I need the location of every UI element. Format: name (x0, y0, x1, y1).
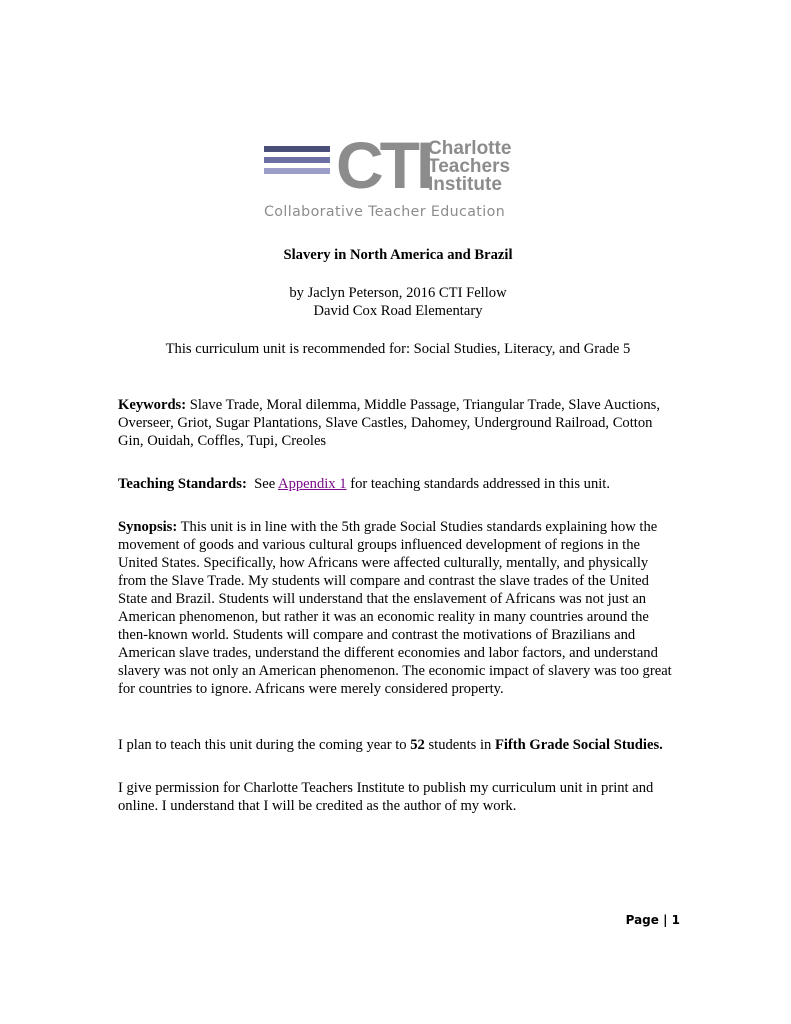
plan-paragraph (118, 736, 678, 754)
standards-pre: See (246, 476, 279, 492)
synopsis-label: Synopsis: (118, 519, 178, 535)
byline (118, 284, 678, 320)
plan-course: Fifth Grade Social Studies. (494, 737, 663, 753)
page-number: Page | 1 (625, 913, 680, 927)
permission-paragraph: I give permission for Charlotte Teachers Institute to publish my curriculum unit in print and online. I understand that I will be credited as the author of my work. (118, 780, 654, 814)
keywords-paragraph (118, 396, 678, 450)
document-body (118, 246, 678, 815)
recommendation-line: This curriculum unit is recommended for: Social Studies, Literacy, and Grade 5 (165, 341, 631, 357)
plan-student-count: 52 (410, 737, 425, 753)
keywords-text: Slave Trade, Moral dilemma, Middle Passage, Triangular Trade, Slave Auctions, Overseer, Griot, Sugar Plantations, Slave Castles, Dahomey, Underground Railroad, Cotton Gin, Ouidah, Coffles, Tupi, Creoles (118, 397, 660, 449)
document-title: Slavery in North America and Brazil (283, 247, 513, 263)
logo-tagline: Collaborative Teacher Education (264, 204, 506, 220)
logo-bar-1 (264, 146, 330, 152)
logo-mark: CTI (336, 128, 431, 202)
plan-pre: I plan to teach this unit during the coming year to (118, 737, 411, 753)
standards-paragraph (118, 475, 678, 493)
appendix-link[interactable]: Appendix 1 (278, 476, 347, 492)
logo-bar-2 (264, 157, 330, 163)
author-line: by Jaclyn Peterson, 2016 CTI Fellow (289, 285, 507, 301)
logo-org-line-2: Teachers (428, 156, 511, 177)
logo-bar-3 (264, 168, 330, 174)
plan-mid: students in (424, 737, 495, 753)
synopsis-paragraph (118, 518, 678, 698)
standards-label: Teaching Standards: (118, 476, 247, 492)
cti-logo (264, 128, 534, 224)
standards-post: for teaching standards addressed in this unit. (346, 476, 610, 492)
keywords-label: Keywords: (118, 397, 187, 413)
school-line: David Cox Road Elementary (313, 303, 483, 319)
logo-org-name (428, 140, 511, 194)
logo-org-line-1: Charlotte (428, 138, 512, 159)
synopsis-text: This unit is in line with the 5th grade Social Studies standards explaining how the movement of goods and various cultural groups influenced development of regions in the United States. Specifically, how Africans were affected culturally, mentally, and physically from the Slave Trade. My students will compare and contrast the slave trades of the United State and Brazil. Students will understand that the enslavement of Africans was not just an American phenomenon, but rather it was an economic reality in many countries around the then-known world. Students will compare and contrast the motivations of Brazilians and American slave trades, understand the different economies and labor factors, and understand slavery was not only an American phenomenon. The economic impact of slavery was too great for countries to ignore. Africans were merely considered property. (118, 519, 672, 697)
logo-org-line-3: Institute (428, 174, 502, 195)
logo-bars (264, 146, 330, 179)
